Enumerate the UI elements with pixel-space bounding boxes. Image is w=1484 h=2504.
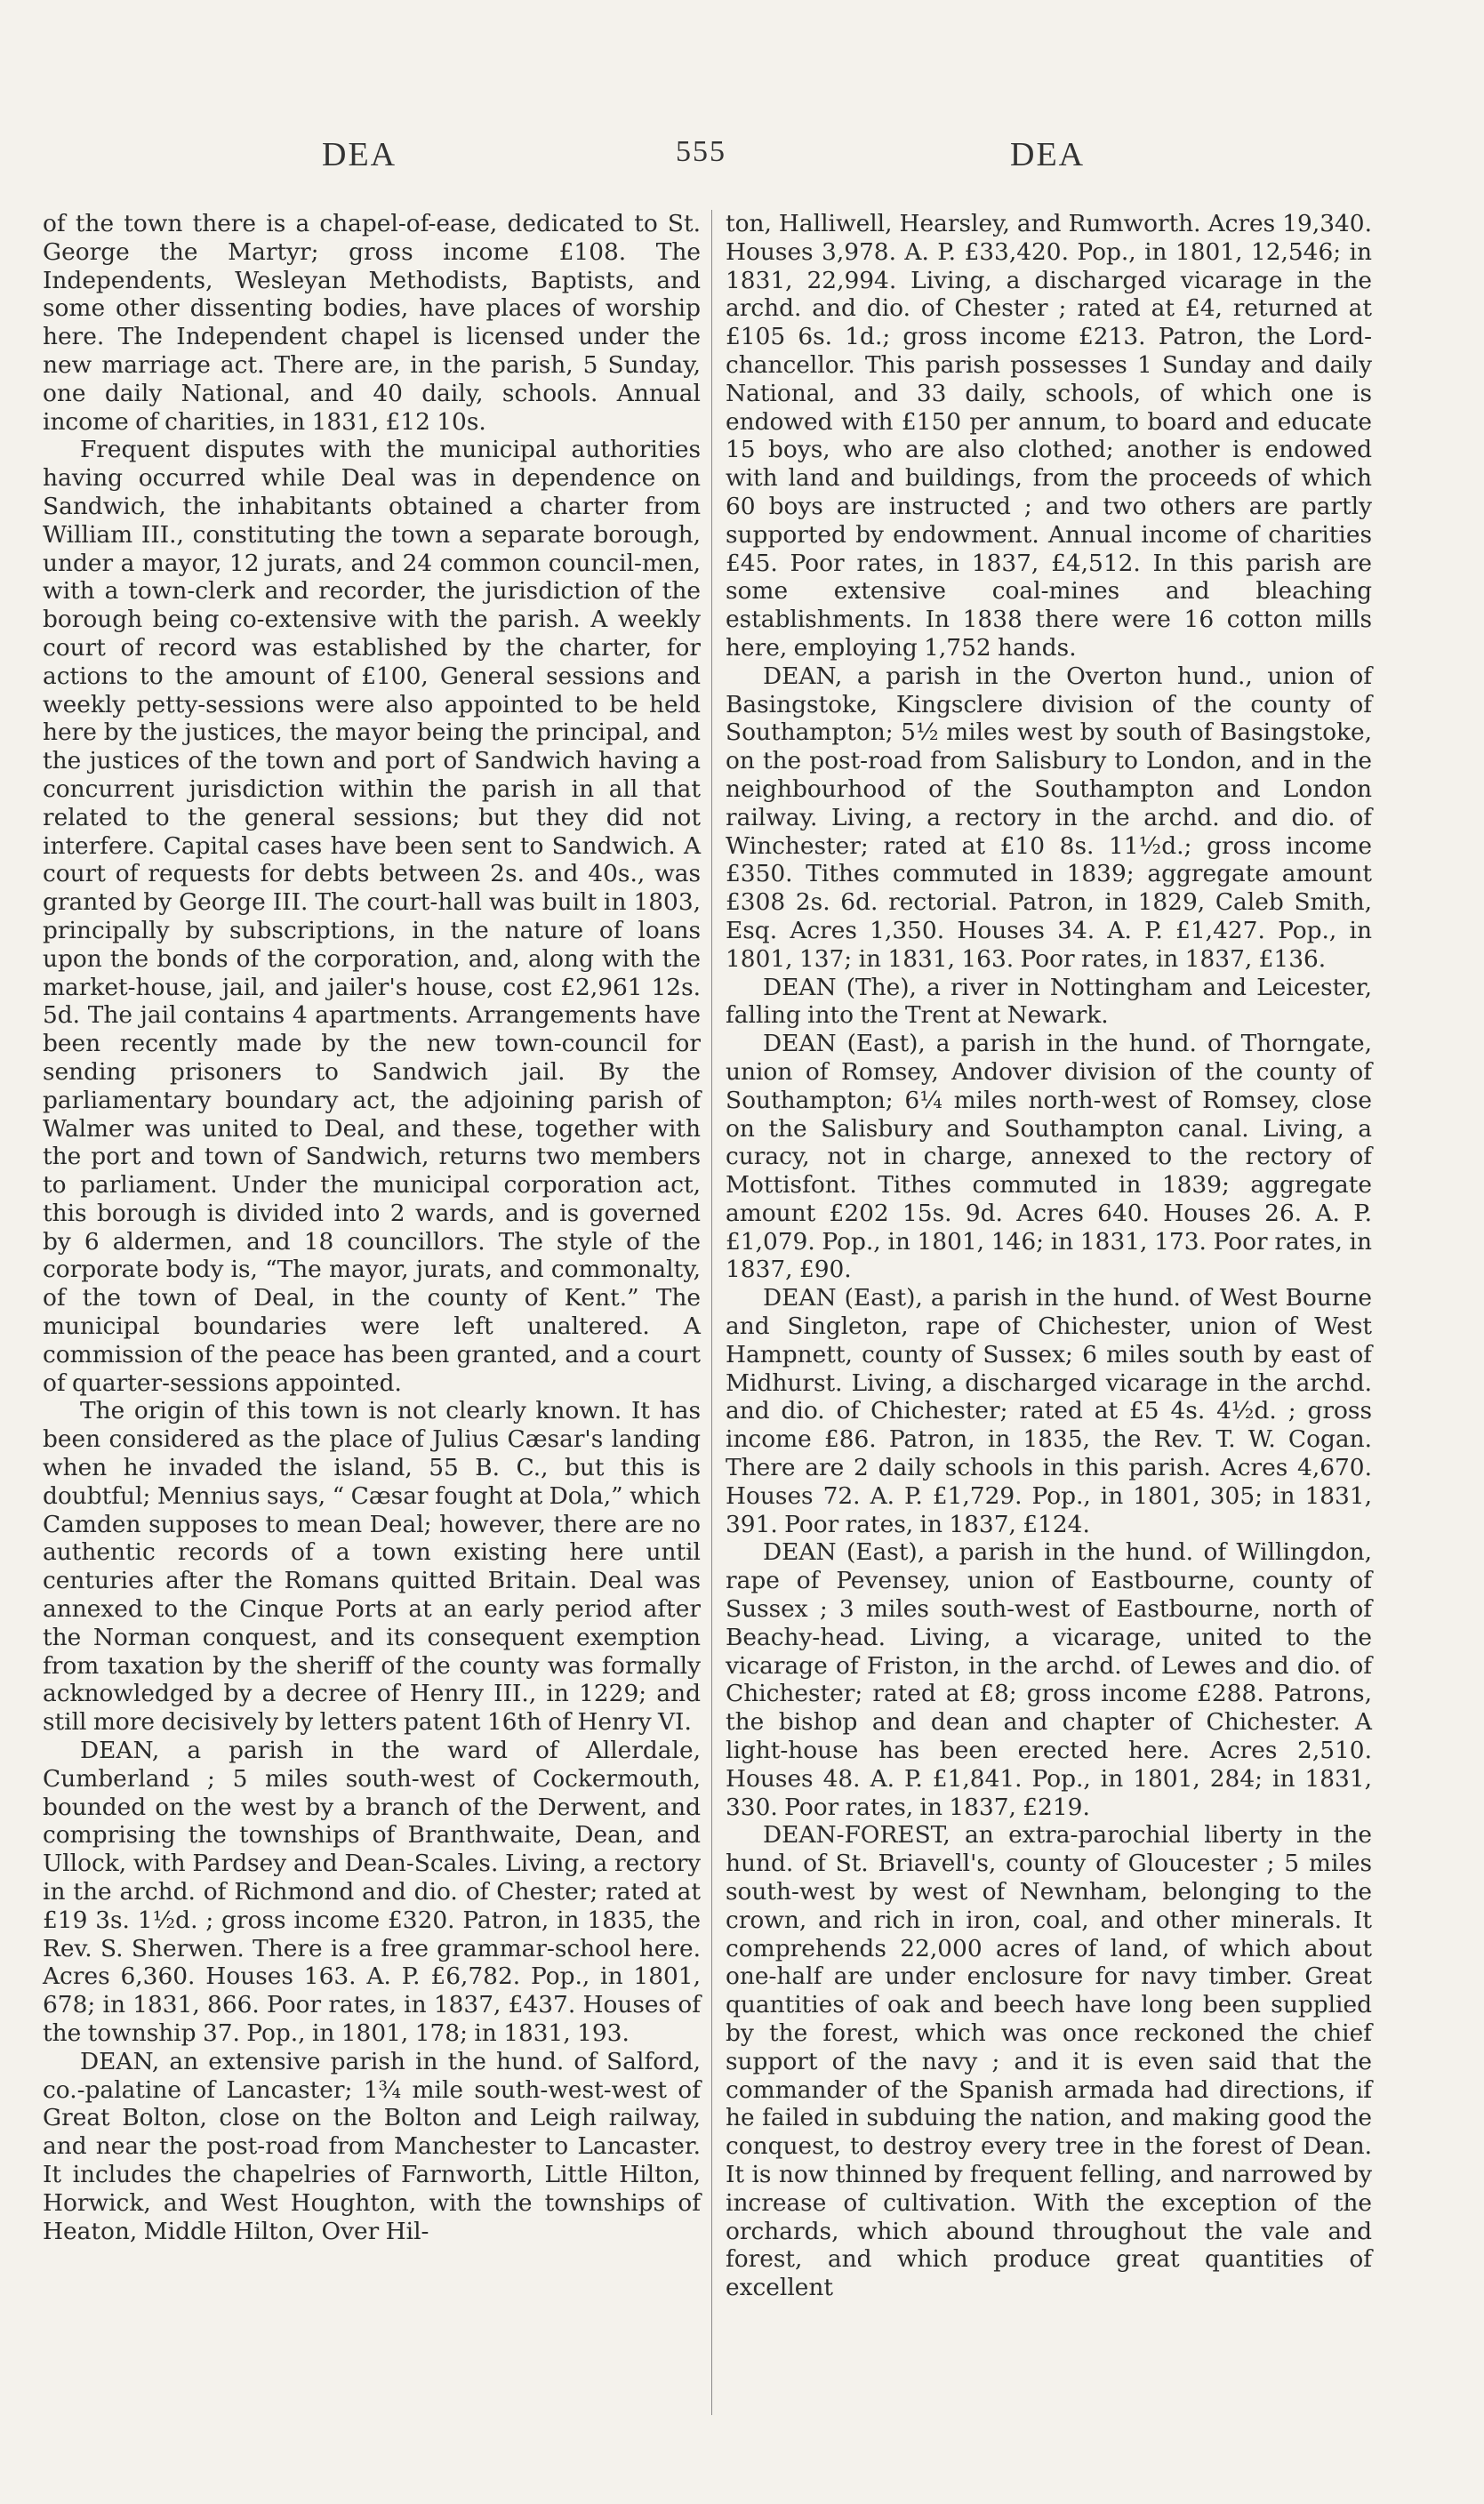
paragraph: Frequent disputes with the municipal authorities having occurred while Deal was in dependence on Sandwich, the inhabitants obtained a charter from William III., constituting the town a separate borough, under a mayor, 12 jurats, and 24 common council-men, with a town-clerk and recorder, the jurisdiction of the borough being co-extensive with the parish. A weekly court of record was established by the charter, for actions to the amount of £100, General sessions and weekly petty-sessions were also appointed to be held here by the justices, the mayor being the principal, and the justices of the town and port of Sandwich having a concurrent jurisdiction within the parish in all that related to the general sessions; but they did not interfere. Capital cases have been sent to Sandwich. A court of requests for debts between 2s. and 40s., was granted by George III. The court-hall was built in 1803, principally by subscriptions, in the nature of loans upon the bonds of the corporation, and, along with the market-house, jail, and jailer's house, cost £2,961 12s. 5d. The jail contains 4 apartments. Arrangements have been recently made by the new town-council for sending prisoners to Sandwich jail. By the parliamentary boundary act, the adjoining parish of Walmer was united to Deal, and these, together with the port and town of Sandwich, returns two members to parliament. Under the municipal corporation act, this borough is divided into 2 wards, and is governed by 6 aldermen, and 18 councillors. The style of the corporate body is, “The mayor, jurats, and commonalty, of the town of Deal, in the county of Kent.” The municipal boundaries were left unaltered. A commission of the peace has been granted, and a court of quarter-sessions appointed. [43,436,701,1397]
entry-dean-lancaster: DEAN, an extensive parish in the hund. of Salford, co.-palatine of Lancaster; 1¾ mile south-west-west of Great Bolton, close on the Bolton and Leigh railway, and near the post-road from Manchester to Lancaster. It includes the chapelries of Farnworth, Little Hilton, Horwick, and West Houghton, with the townships of Heaton, Middle Hilton, Over Hil- [43,2047,701,2245]
left-column [43,210,701,2245]
entry-dean-river: DEAN (The), a river in Nottingham and Leicester, falling into the Trent at Newark. [726,973,1372,1030]
paragraph: of the town there is a chapel-of-ease, dedicated to St. George the Martyr; gross income £108. The Independents, Wesleyan Methodists, Baptists, and some other dissenting bodies, have places of worship here. The Independent chapel is licensed under the new marriage act. There are, in the parish, 5 Sunday, one daily National, and 40 daily, schools. Annual income of charities, in 1831, £12 10s. [43,210,701,436]
entry-dean-east-chichester: DEAN (East), a parish in the hund. of West Bourne and Singleton, rape of Chichester, union of West Hampnett, county of Sussex; 6 miles south by east of Midhurst. Living, a discharged vicarage in the archd. and dio. of Chichester; rated at £5 4s. 4½d. ; gross income £86. Patron, in 1835, the Rev. T. W. Cogan. There are 2 daily schools in this parish. Acres 4,670. Houses 72. A. P. £1,729. Pop., in 1801, 305; in 1831, 391. Poor rates, in 1837, £124. [726,1284,1372,1538]
entry-dean-east-willingdon: DEAN (East), a parish in the hund. of Willingdon, rape of Pevensey, union of Eastbourne, county of Sussex ; 3 miles south-west of Eastbourne, north of Beachy-head. Living, a vicarage, united to the vicarage of Friston, in the archd. of Lewes and dio. of Chichester; rated at £8; gross income £288. Patrons, the bishop and dean and chapter of Chichester. A light-house has been erected here. Acres 2,510. Houses 48. A. P. £1,841. Pop., in 1801, 284; in 1831, 330. Poor rates, in 1837, £219. [726,1538,1372,1821]
entry-dean-east-thorngate: DEAN (East), a parish in the hund. of Thorngate, union of Romsey, Andover division of the county of Southampton; 6¼ miles north-west of Romsey, close on the Salisbury and Southampton canal. Living, a curacy, not in charge, annexed to the rectory of Mottisfont. Tithes commuted in 1839; aggregate amount £202 15s. 9d. Acres 640. Houses 26. A. P. £1,079. Pop., in 1801, 146; in 1831, 173. Poor rates, in 1837, £90. [726,1030,1372,1284]
column-divider [711,210,712,2415]
right-column [726,210,1372,2302]
entry-dean-cumberland: DEAN, a parish in the ward of Allerdale, Cumberland ; 5 miles south-west of Cockermouth, bounded on the west by a branch of the Derwent, and comprising the townships of Branthwaite, Dean, and Ullock, with Pardsey and Dean-Scales. Living, a rectory in the archd. of Richmond and dio. of Chester; rated at £19 3s. 1½d. ; gross income £320. Patron, in 1835, the Rev. S. Sherwen. There is a free grammar-school here. Acres 6,360. Houses 163. A. P. £6,782. Pop., in 1801, 678; in 1831, 866. Poor rates, in 1837, £437. Houses of the township 37. Pop., in 1801, 178; in 1831, 193. [43,1737,701,2047]
page-number: 555 [676,135,726,168]
header-left-word: DEA [322,136,397,173]
paragraph: ton, Halliwell, Hearsley, and Rumworth. Acres 19,340. Houses 3,978. A. P. £33,420. Pop., in 1801, 12,546; in 1831, 22,994. Living, a discharged vicarage in the archd. and dio. of Chester ; rated at £4, returned at £105 6s. 1d.; gross income £213. Patron, the Lord-chancellor. This parish possesses 1 Sunday and daily National, and 33 daily, schools, of which one is endowed with £150 per annum, to board and educate 15 boys, who are also clothed; another is endowed with land and buildings, from the proceeds of which 60 boys are instructed ; and two others are partly supported by endowment. Annual income of charities £45. Poor rates, in 1837, £4,512. In this parish are some extensive coal-mines and bleaching establishments. In 1838 there were 16 cotton mills here, employing 1,752 hands. [726,210,1372,662]
header-right-word: DEA [1010,136,1086,173]
entry-dean-forest: DEAN-FOREST, an extra-parochial liberty in the hund. of St. Briavell's, county of Gloucester ; 5 miles south-west by west of Newnham, belonging to the crown, and rich in iron, coal, and other minerals. It comprehends 22,000 acres of land, of which about one-half are under enclosure for navy timber. Great quantities of oak and beech have long been supplied by the forest, which was once reckoned the chief support of the navy ; and it is even said that the commander of the Spanish armada had directions, if he failed in subduing the nation, and making good the conquest, to destroy every tree in the forest of Dean. It is now thinned by frequent felling, and narrowed by increase of cultivation. With the exception of the orchards, which abound throughout the vale and forest, and which produce great quantities of excellent [726,1821,1372,2302]
running-header [0,135,1484,189]
entry-dean-southampton: DEAN, a parish in the Overton hund., union of Basingstoke, Kingsclere division of the county of Southampton; 5½ miles west by south of Basingstoke, on the post-road from Salisbury to London, and in the neighbourhood of the Southampton and London railway. Living, a rectory in the archd. and dio. of Winchester; rated at £10 8s. 11½d.; gross income £350. Tithes commuted in 1839; aggregate amount £308 2s. 6d. rectorial. Patron, in 1829, Caleb Smith, Esq. Acres 1,350. Houses 34. A. P. £1,427. Pop., in 1801, 137; in 1831, 163. Poor rates, in 1837, £136. [726,662,1372,973]
paragraph: The origin of this town is not clearly known. It has been considered as the place of Julius Cæsar's landing when he invaded the island, 55 B. C., but this is doubtful; Mennius says, “ Cæsar fought at Dola,” which Camden supposes to mean Deal; however, there are no authentic records of a town existing here until centuries after the Romans quitted Britain. Deal was annexed to the Cinque Ports at an early period after the Norman conquest, and its consequent exemption from taxation by the sheriff of the county was formally acknowledged by a decree of Henry III., in 1229; and still more decisively by letters patent 16th of Henry VI. [43,1397,701,1737]
